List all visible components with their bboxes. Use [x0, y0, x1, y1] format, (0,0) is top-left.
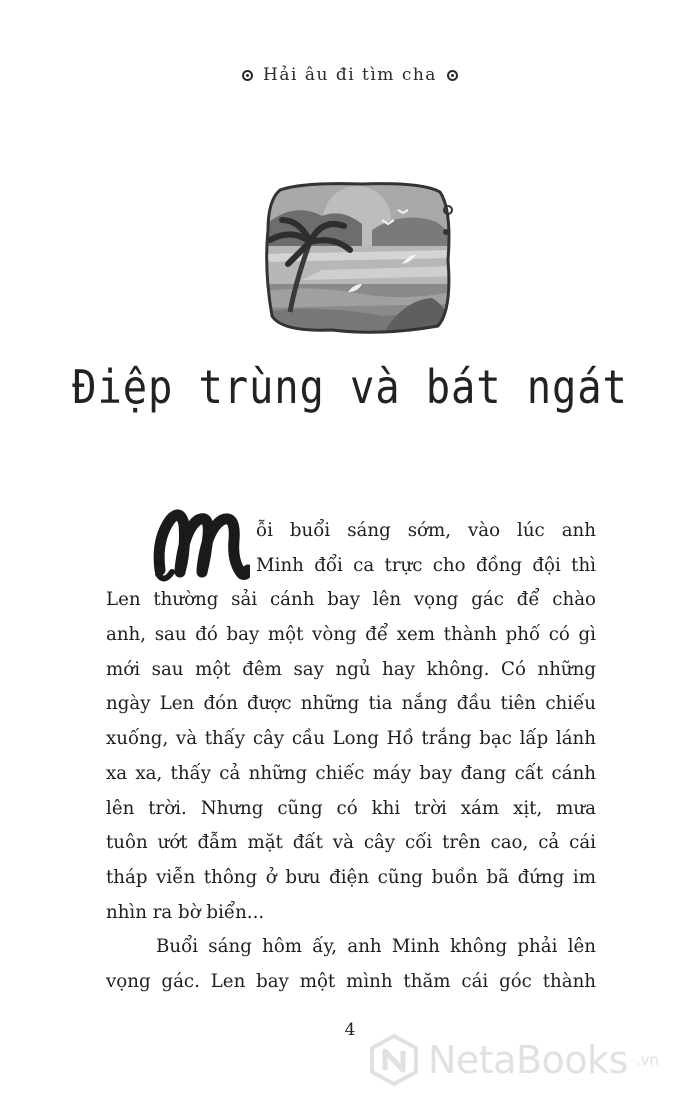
body-line: xuống, và thấy cây cầu Long Hồ trắng bạc lấp lánh	[106, 728, 596, 750]
watermark	[368, 1030, 693, 1090]
running-title: Hải âu đi tìm cha	[263, 65, 437, 85]
body-line: tuôn ướt đẫm mặt đất và cây cối trên cao, cả cái	[106, 832, 596, 854]
watermark-suffix: .vn	[635, 1051, 660, 1069]
body-line: tháp viễn thông ở bưu điện cũng buồn bã đứng im	[106, 866, 596, 888]
page-number: 4	[344, 1020, 356, 1040]
body-line: Len thường sải cánh bay lên vọng gác để chào	[106, 589, 596, 611]
body-line: mới sau một đêm say ngủ hay không. Có những	[106, 658, 596, 680]
running-head	[0, 60, 700, 90]
watermark-brand: NetaBooks	[428, 1038, 628, 1082]
body-line: vọng gác. Len bay một mình thăm cái góc thành	[106, 970, 596, 992]
sea-palm-seagulls-illustration	[262, 180, 458, 336]
ornament-bullet-icon	[447, 70, 458, 81]
body-line: nhìn ra bờ biển...	[106, 901, 265, 923]
body-text	[106, 514, 596, 1000]
body-line: Buổi sáng hôm ấy, anh Minh không phải lên	[156, 936, 596, 958]
body-line: lên trời. Nhưng cũng có khi trời xám xịt, mưa	[106, 797, 596, 819]
body-line: ngày Len đón được những tia nắng đầu tiên chiếu	[106, 693, 596, 715]
body-line: xa xa, thấy cả những chiếc máy bay đang cất cánh	[106, 762, 596, 784]
ornament-bullet-icon	[242, 70, 253, 81]
body-line: anh, sau đó bay một vòng để xem thành phố có gì	[106, 624, 596, 646]
body-line: Minh đổi ca trực cho đồng đội thì	[256, 554, 596, 576]
netabooks-logo-icon	[368, 1034, 420, 1086]
chapter-title: Điệp trùng và bát ngát	[72, 360, 628, 414]
body-line: ỗi buổi sáng sớm, vào lúc anh	[256, 520, 596, 541]
